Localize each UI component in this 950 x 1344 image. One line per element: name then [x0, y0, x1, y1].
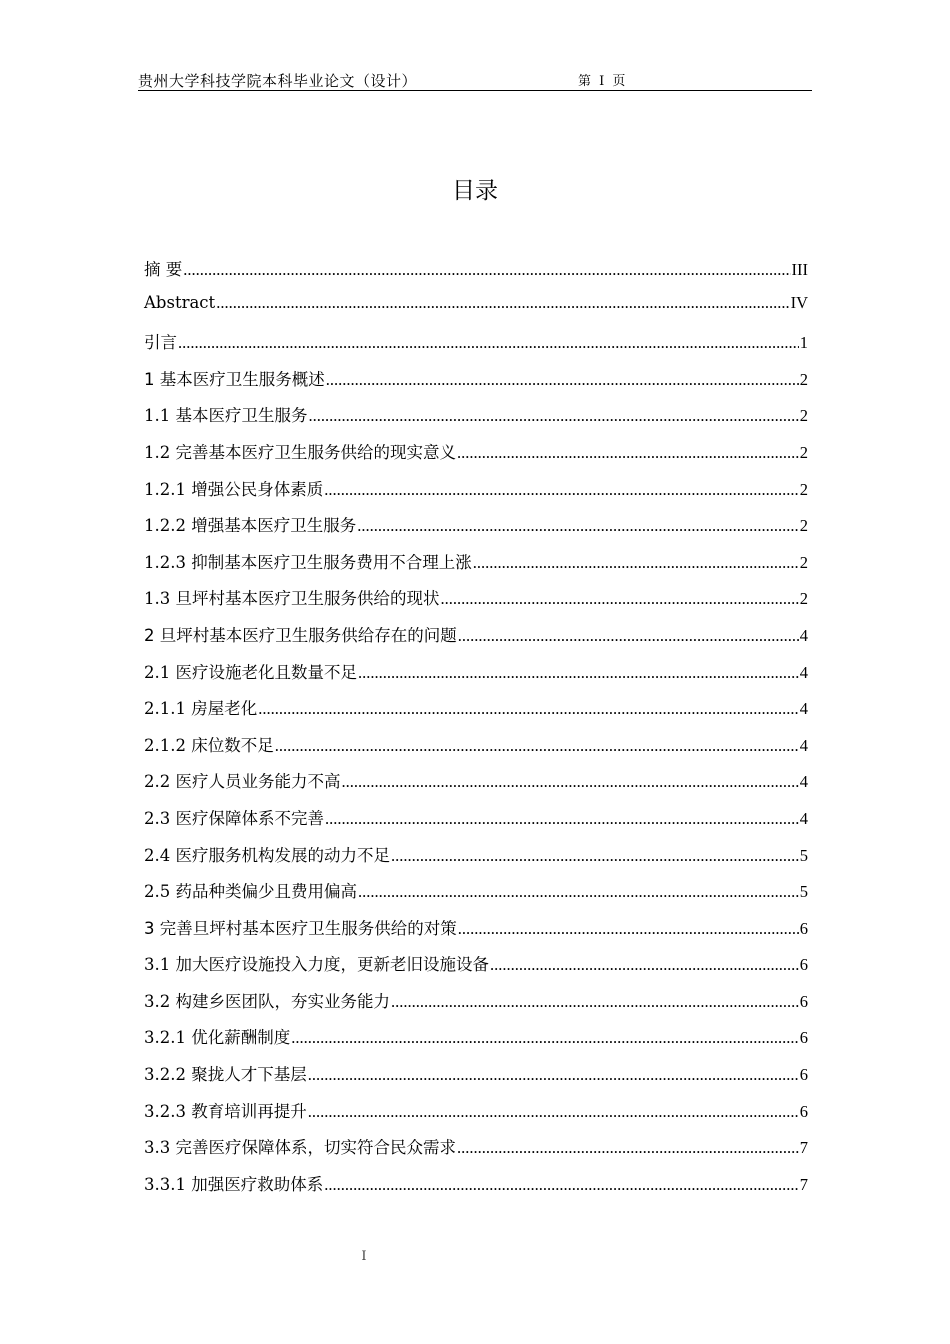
toc-dot-leader — [324, 1175, 799, 1195]
page-header — [138, 66, 812, 91]
toc-dot-leader — [358, 882, 799, 902]
toc-entry-page: 5 — [799, 882, 808, 902]
toc-entry[interactable] — [144, 988, 808, 1025]
toc-entry-label: 3.2.2 聚拢人才下基层 — [144, 1065, 307, 1085]
toc-entry-page: 6 — [799, 991, 808, 1011]
toc-entry[interactable] — [144, 695, 808, 732]
toc-dot-leader — [216, 293, 789, 313]
toc-entry-page: 2 — [799, 552, 808, 572]
toc-entry-label: 1 基本医疗卫生服务概述 — [144, 369, 325, 389]
toc-entry-page: 6 — [799, 1065, 808, 1085]
toc-entry-page: 6 — [799, 918, 808, 938]
toc-entry[interactable] — [144, 622, 808, 659]
toc-entry-label: 3.2.3 教育培训再提升 — [144, 1101, 307, 1121]
toc-entry[interactable] — [144, 805, 808, 842]
toc-entry-page: 2 — [799, 479, 808, 499]
toc-entry[interactable] — [144, 842, 808, 879]
toc-entry-page: 7 — [799, 1138, 808, 1158]
toc-entry-page: 4 — [799, 735, 808, 755]
toc-entry-label: 3.2 构建乡医团队，夯实业务能力 — [144, 991, 390, 1011]
toc-entry[interactable] — [144, 1098, 808, 1135]
toc-dot-leader — [391, 992, 799, 1012]
toc-entry-label: 3.1 加大医疗设施投入力度，更新老旧设施设备 — [144, 955, 489, 975]
toc-entry-page: 2 — [799, 516, 808, 536]
toc-entry[interactable] — [144, 1171, 808, 1208]
toc-entry-page: 6 — [799, 1028, 808, 1048]
toc-entry[interactable] — [144, 585, 808, 622]
toc-entry[interactable] — [144, 951, 808, 988]
toc-dot-leader — [458, 919, 799, 939]
toc-entry-label: 3 完善旦坪村基本医疗卫生服务供给的对策 — [144, 918, 457, 938]
toc-dot-leader — [441, 589, 799, 609]
toc-entry-label: 3.3 完善医疗保障体系，切实符合民众需求 — [144, 1138, 456, 1158]
toc-entry-label: 1.2.3 抑制基本医疗卫生服务费用不合理上涨 — [144, 552, 472, 572]
toc-entry-label: 2 旦坪村基本医疗卫生服务供给存在的问题 — [144, 625, 457, 645]
toc-entry-page: 6 — [799, 955, 808, 975]
toc-dot-leader — [490, 955, 799, 975]
toc-entry[interactable] — [144, 915, 808, 952]
toc-entry-label: Abstract — [144, 292, 216, 312]
toc-entry[interactable] — [144, 549, 808, 586]
toc-entry-label: 2.1 医疗设施老化且数量不足 — [144, 662, 357, 682]
toc-entry-label: 2.4 医疗服务机构发展的动力不足 — [144, 845, 390, 865]
toc-entry-page: 4 — [799, 662, 808, 682]
toc-entry-label: 2.1.2 床位数不足 — [144, 735, 274, 755]
toc-entry-page: 4 — [799, 699, 808, 719]
toc-dot-leader — [358, 663, 799, 683]
toc-entry[interactable] — [144, 768, 808, 805]
toc-entry-page: III — [791, 260, 808, 279]
toc-entry-label: 2.1.1 房屋老化 — [144, 699, 258, 719]
toc-entry[interactable] — [144, 439, 808, 476]
toc-entry[interactable] — [144, 1024, 808, 1061]
toc-entry-page: 5 — [799, 845, 808, 865]
toc-dot-leader — [308, 1102, 799, 1122]
toc-dot-leader — [309, 406, 799, 426]
toc-entry[interactable] — [144, 732, 808, 769]
toc-entry-label: 2.5 药品种类偏少且费用偏高 — [144, 882, 357, 902]
toc-title: 目录 — [452, 178, 498, 204]
toc-entry[interactable] — [144, 366, 808, 403]
toc-entry[interactable] — [144, 293, 808, 330]
toc-entry-label: 2.2 医疗人员业务能力不高 — [144, 772, 341, 792]
toc-entry-page: 2 — [799, 442, 808, 462]
toc-entry[interactable] — [144, 476, 808, 513]
toc-entry[interactable] — [144, 659, 808, 696]
toc-entry-page: 2 — [799, 589, 808, 609]
toc-entry[interactable] — [144, 402, 808, 439]
toc-entry-page: 4 — [799, 625, 808, 645]
toc-entry-label: 1.3 旦坪村基本医疗卫生服务供给的现状 — [144, 589, 440, 609]
toc-dot-leader — [458, 626, 799, 646]
toc-dot-leader — [308, 1065, 799, 1085]
toc-dot-leader — [275, 736, 799, 756]
toc-dot-leader — [457, 1138, 799, 1158]
toc-entry-label: 1.1 基本医疗卫生服务 — [144, 406, 308, 426]
toc-entry-label: 1.2 完善基本医疗卫生服务供给的现实意义 — [144, 442, 456, 462]
toc-dot-leader — [473, 553, 799, 573]
toc-entry[interactable] — [144, 878, 808, 915]
toc-entry[interactable] — [144, 1134, 808, 1171]
toc-dot-leader — [325, 809, 799, 829]
toc-entry-label: 1.2.2 增强基本医疗卫生服务 — [144, 516, 357, 536]
toc-entry-label: 摘 要 — [144, 260, 183, 279]
toc-entry-label: 1.2.1 增强公民身体素质 — [144, 479, 324, 499]
toc-dot-leader — [326, 370, 799, 390]
toc-dot-leader — [457, 443, 799, 463]
header-page-number: 第 I 页 — [578, 74, 628, 89]
toc-entry-page: 6 — [799, 1101, 808, 1121]
toc-entry[interactable] — [144, 256, 808, 293]
toc-dot-leader — [391, 846, 799, 866]
toc-entry[interactable] — [144, 1061, 808, 1098]
footer-page-number: I — [361, 1249, 367, 1264]
toc-entry-page: IV — [790, 292, 808, 312]
table-of-contents — [144, 256, 808, 1207]
toc-dot-leader — [342, 772, 799, 792]
toc-entry-label: 引言 — [144, 333, 177, 353]
toc-entry[interactable] — [144, 329, 808, 366]
toc-entry-page: 4 — [799, 772, 808, 792]
toc-entry-page: 2 — [799, 369, 808, 389]
toc-dot-leader — [357, 516, 799, 536]
toc-entry-page: 4 — [799, 808, 808, 828]
toc-entry-page: 1 — [799, 333, 808, 353]
toc-dot-leader — [178, 333, 799, 353]
toc-dot-leader — [258, 699, 799, 719]
toc-entry-label: 2.3 医疗保障体系不完善 — [144, 808, 324, 828]
toc-entry-label: 3.2.1 优化薪酬制度 — [144, 1028, 291, 1048]
toc-entry-label: 3.3.1 加强医疗救助体系 — [144, 1174, 324, 1194]
toc-dot-leader — [183, 260, 790, 280]
toc-dot-leader — [291, 1028, 799, 1048]
toc-entry-page: 7 — [799, 1174, 808, 1194]
toc-dot-leader — [324, 480, 799, 500]
toc-entry[interactable] — [144, 512, 808, 549]
header-thesis-title: 贵州大学科技学院本科毕业论文（设计） — [138, 72, 418, 90]
toc-entry-page: 2 — [799, 406, 808, 426]
